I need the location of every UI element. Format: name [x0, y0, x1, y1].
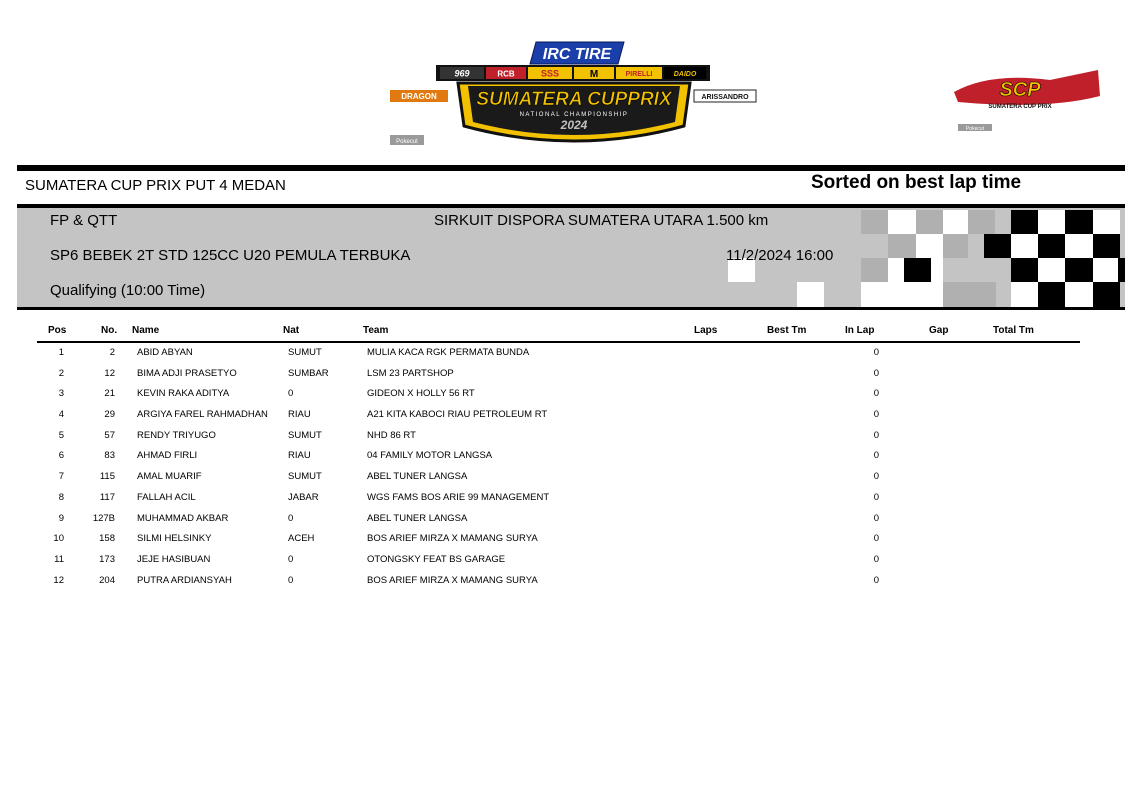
circuit-name: SIRKUIT DISPORA SUMATERA UTARA 1.500 km — [434, 212, 769, 229]
table-row — [37, 343, 1080, 364]
cell-team: ABEL TUNER LANGSA — [367, 471, 468, 483]
cell-nat: SUMBAR — [288, 367, 329, 379]
sponsor-m-text: M — [589, 69, 599, 80]
table-row — [37, 446, 1080, 467]
cell-no: 57 — [104, 429, 115, 441]
col-header-no: No. — [101, 325, 118, 336]
pokecut-watermark-left: Pokecut — [396, 139, 418, 145]
band-bottom-rule — [17, 307, 1125, 310]
session-type: FP & QTT — [50, 212, 118, 229]
cell-in-lap: 0 — [873, 491, 879, 503]
cell-no: 127B — [92, 512, 115, 524]
cell-name: BIMA ADJI PRASETYO — [137, 367, 237, 379]
cell-nat: SUMUT — [288, 347, 322, 358]
cell-no: 83 — [104, 450, 115, 462]
header-rule — [17, 165, 1125, 171]
cell-pos: 10 — [53, 533, 64, 545]
cell-pos: 9 — [58, 512, 64, 524]
irc-logo-text: IRC TIRE — [542, 46, 612, 63]
sponsor-dragon-text: DRAGON — [401, 92, 437, 101]
scp-logo-subtitle: SUMATERA CUP PRIX — [988, 104, 1052, 110]
cell-nat: JABAR — [288, 491, 319, 503]
cell-no: 204 — [99, 574, 115, 586]
race-class: SP6 BEBEK 2T STD 125CC U20 PEMULA TERBUKA — [50, 247, 411, 264]
table-row — [37, 571, 1080, 592]
sponsor-arissandro-text: ARISSANDRO — [701, 94, 749, 101]
scp-logo — [950, 66, 1102, 132]
cell-team: BOS ARIEF MIRZA X MAMANG SURYA — [367, 574, 538, 586]
table-row — [37, 426, 1080, 447]
table-row — [37, 550, 1080, 571]
cell-pos: 2 — [58, 367, 64, 379]
cell-nat: RIAU — [288, 450, 311, 462]
cell-no: 158 — [99, 533, 115, 545]
table-row — [37, 405, 1080, 426]
col-header-best-tm: Best Tm — [767, 325, 807, 336]
cell-pos: 5 — [58, 429, 64, 441]
cell-name: MUHAMMAD AKBAR — [137, 512, 229, 524]
cell-in-lap: 0 — [873, 512, 879, 524]
qualifying-duration: Qualifying (10:00 Time) — [50, 282, 206, 299]
results-table-header — [37, 322, 1080, 343]
col-header-name: Name — [132, 325, 160, 336]
col-header-team: Team — [363, 325, 389, 336]
cell-no: 29 — [104, 409, 115, 421]
cell-team: GIDEON X HOLLY 56 RT — [367, 388, 475, 400]
event-title: SUMATERA CUP PRIX PUT 4 MEDAN — [25, 177, 286, 194]
col-header-total-tm: Total Tm — [993, 325, 1034, 336]
sumatera-cupprix-logo — [388, 38, 760, 148]
band-top-rule — [17, 204, 1125, 208]
sponsor-rcb-text: RCB — [497, 69, 515, 79]
cell-in-lap: 0 — [873, 471, 879, 483]
cell-pos: 3 — [58, 388, 64, 400]
cell-team: ABEL TUNER LANGSA — [367, 512, 468, 524]
col-header-in-lap: In Lap — [845, 325, 875, 336]
cell-team: LSM 23 PARTSHOP — [367, 367, 454, 379]
cell-nat: RIAU — [288, 409, 311, 421]
cell-in-lap: 0 — [873, 574, 879, 586]
table-row — [37, 384, 1080, 405]
cell-team: A21 KITA KABOCI RIAU PETROLEUM RT — [367, 409, 548, 421]
cell-no: 117 — [99, 491, 115, 503]
sponsor-969-text: 969 — [454, 68, 470, 79]
cell-nat: 0 — [288, 574, 294, 586]
cell-name: AHMAD FIRLI — [137, 450, 198, 462]
pokecut-watermark-right: Pokecut — [965, 126, 985, 132]
cell-team: BOS ARIEF MIRZA X MAMANG SURYA — [367, 533, 538, 545]
cell-in-lap: 0 — [873, 388, 879, 400]
cell-team: OTONGSKY FEAT BS GARAGE — [367, 553, 506, 565]
cell-name: SILMI HELSINKY — [137, 533, 212, 545]
table-row — [37, 467, 1080, 488]
cell-nat: ACEH — [288, 533, 315, 545]
col-header-nat: Nat — [283, 325, 300, 336]
logo-main-subtitle: NATIONAL CHAMPIONSHIP — [519, 112, 629, 118]
session-datetime: 11/2/2024 16:00 — [726, 247, 834, 264]
cell-in-lap: 0 — [873, 347, 879, 358]
logo-main-title: SUMATERA CUPPRIX — [476, 89, 672, 110]
cell-pos: 1 — [58, 347, 64, 358]
col-header-pos: Pos — [48, 325, 67, 336]
cell-in-lap: 0 — [873, 553, 879, 565]
cell-no: 21 — [104, 388, 115, 400]
cell-pos: 12 — [53, 574, 64, 586]
cell-name: FALLAH ACIL — [137, 491, 196, 503]
cell-no: 173 — [99, 553, 115, 565]
cell-name: KEVIN RAKA ADITYA — [137, 388, 230, 400]
scp-logo-text: SCP — [999, 79, 1041, 101]
cell-team: WGS FAMS BOS ARIE 99 MANAGEMENT — [367, 491, 550, 503]
cell-pos: 11 — [54, 553, 64, 565]
cell-pos: 8 — [58, 491, 64, 503]
cell-team: 04 FAMILY MOTOR LANGSA — [367, 450, 493, 462]
results-table-body — [37, 343, 1080, 591]
cell-name: ABID ABYAN — [137, 347, 193, 358]
cell-no: 2 — [109, 347, 115, 358]
cell-in-lap: 0 — [873, 533, 879, 545]
cell-no: 115 — [99, 471, 115, 483]
sort-note: Sorted on best lap time — [811, 172, 1022, 193]
cell-name: RENDY TRIYUGO — [137, 429, 216, 441]
sponsor-sss-text: SSS — [540, 68, 560, 79]
table-row — [37, 509, 1080, 530]
cell-pos: 6 — [58, 450, 64, 462]
sponsor-pirelli-text: PIRELLI — [625, 71, 653, 78]
logo-main-year: 2024 — [560, 118, 588, 132]
cell-nat: SUMUT — [288, 471, 322, 483]
cell-no: 12 — [104, 367, 115, 379]
cell-in-lap: 0 — [873, 450, 879, 462]
table-row — [37, 364, 1080, 385]
cell-nat: 0 — [288, 388, 294, 400]
cell-pos: 7 — [58, 471, 64, 483]
cell-name: ARGIYA FAREL RAHMADHAN — [137, 409, 268, 421]
cell-name: AMAL MUARIF — [137, 471, 202, 483]
sponsor-daido-text: DAIDO — [673, 71, 697, 78]
cell-in-lap: 0 — [873, 409, 879, 421]
cell-in-lap: 0 — [873, 367, 879, 379]
cell-name: JEJE HASIBUAN — [137, 553, 211, 565]
cell-team: NHD 86 RT — [367, 429, 416, 441]
cell-nat: SUMUT — [288, 429, 322, 441]
cell-nat: 0 — [288, 553, 294, 565]
table-row — [37, 488, 1080, 509]
cell-team: MULIA KACA RGK PERMATA BUNDA — [367, 347, 530, 358]
cell-name: PUTRA ARDIANSYAH — [137, 574, 232, 586]
cell-nat: 0 — [288, 512, 294, 524]
table-row — [37, 529, 1080, 550]
cell-in-lap: 0 — [873, 429, 879, 441]
session-info-band — [17, 204, 1125, 310]
cell-pos: 4 — [58, 409, 64, 421]
col-header-laps: Laps — [694, 325, 718, 336]
col-header-gap: Gap — [929, 325, 949, 336]
